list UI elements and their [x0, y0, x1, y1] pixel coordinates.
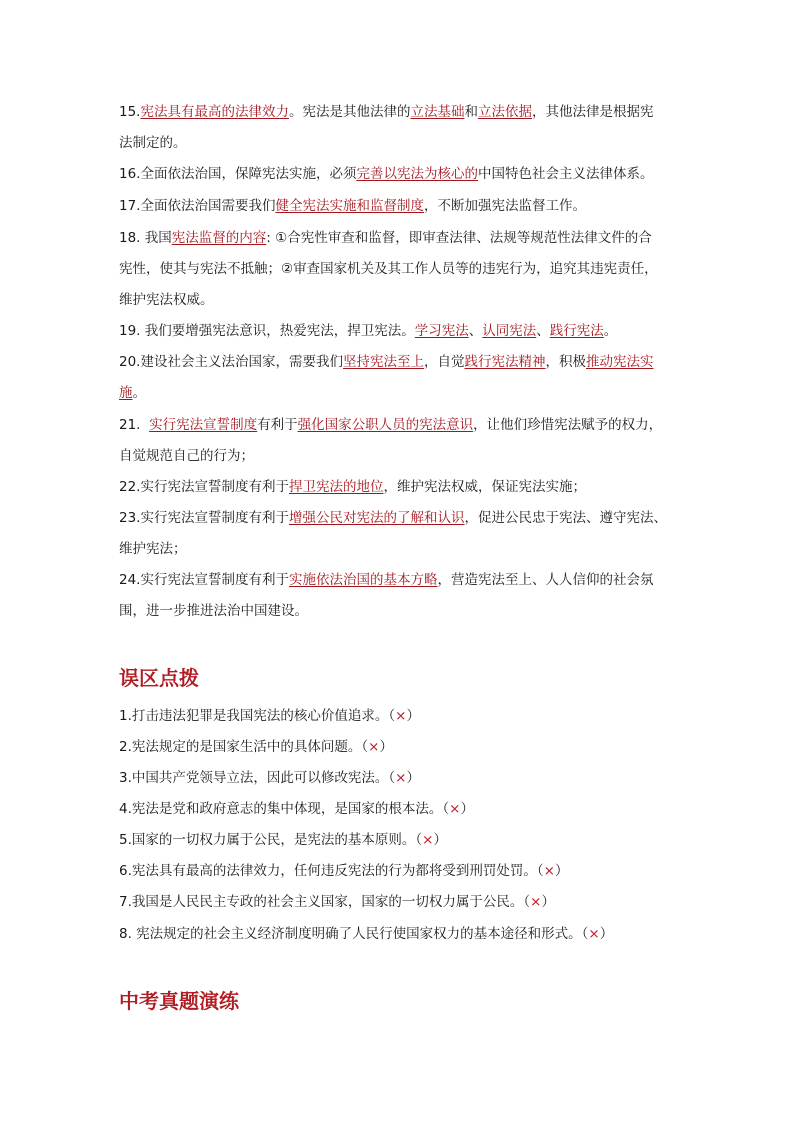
item-text: 8. 宪法规定的社会主义经济制度明确了人民行使国家权力的基本途径和形式。（	[119, 926, 589, 942]
body-text: 我们要增强宪法意识，热爱宪法，捍卫宪法。	[144, 323, 415, 339]
item-text: 3.中国共产党领导立法，因此可以修改宪法。（	[119, 770, 396, 786]
point-20-line-2	[119, 383, 679, 403]
misconception-item-3	[119, 768, 679, 788]
highlight-text: 施	[119, 385, 133, 401]
highlight-text: 完善以宪法为核心的	[356, 166, 478, 182]
point-23-line-1	[119, 508, 679, 528]
body-text: 实行宪法宣誓制度有利于	[140, 479, 289, 495]
body-text: 全面依法治国，保障宪法实施，必须	[140, 166, 357, 182]
point-18-line-1	[119, 228, 679, 248]
body-text: 。	[603, 323, 618, 339]
body-text: ，不断加强宪法监督工作。	[423, 198, 586, 214]
highlight-text: 实行宪法宣誓制度	[149, 417, 258, 433]
point-number: 16.	[119, 166, 141, 182]
body-text: 我国	[144, 230, 172, 246]
highlight-text: 宪法监督的内容	[171, 230, 267, 246]
highlight-text: 认同宪法	[482, 323, 537, 339]
body-text: ，积极	[545, 354, 586, 370]
highlight-text: 立法基础	[410, 104, 465, 120]
point-18-line-2: 宪性，使其与宪法不抵触；②审查国家机关及其工作人员等的违宪行为，追究其违宪责任，	[119, 261, 658, 277]
item-text: ）	[599, 926, 614, 942]
point-23-line-2: 维护宪法；	[119, 541, 187, 557]
item-text: ）	[379, 739, 393, 755]
point-19-line-1	[119, 321, 679, 341]
point-number: 22.	[119, 479, 141, 495]
point-21-line-1	[119, 415, 679, 435]
point-16-line-1	[119, 164, 679, 184]
highlight-text: 坚持宪法至上	[342, 354, 424, 370]
misconception-item-6	[119, 861, 679, 881]
cross-mark: ×	[530, 894, 542, 910]
body-text: 有利于	[257, 417, 298, 433]
item-text: ）	[406, 708, 420, 724]
body-text: 、	[536, 323, 550, 339]
highlight-text: 强化国家公职人员的宪法意识	[297, 417, 474, 433]
highlight-text: 学习宪法	[414, 323, 469, 339]
misconception-item-5	[119, 830, 679, 850]
cross-mark: ×	[395, 770, 407, 786]
body-text: 全面依法治国需要我们	[140, 198, 276, 214]
item-text: ）	[433, 832, 447, 848]
cross-mark: ×	[588, 926, 600, 942]
body-text: ，让他们珍惜宪法赋予的权力，	[473, 417, 663, 433]
cross-mark: ×	[422, 832, 434, 848]
point-number: 20.	[119, 354, 141, 370]
point-number: 21.	[119, 417, 141, 433]
point-number: 17.	[119, 198, 141, 214]
point-24-line-2: 围，进一步推进法治中国建设。	[119, 603, 308, 619]
point-17-line-1	[119, 196, 679, 216]
highlight-text: 增强公民对宪法的了解和认识	[288, 510, 465, 526]
cross-mark: ×	[543, 863, 555, 879]
body-text: 。	[132, 385, 146, 401]
misconception-item-4	[119, 799, 679, 819]
body-text: : ①合宪性审查和监督，即审查法律、法规等规范性法律文件的合	[266, 230, 652, 246]
section-heading-exam: 中考真题演练	[119, 989, 239, 1013]
point-18-line-3: 维护宪法权威。	[119, 292, 214, 308]
item-text: ）	[406, 770, 420, 786]
body-text: 中国特色社会主义法律体系。	[477, 166, 654, 182]
body-text: 实行宪法宣誓制度有利于	[140, 510, 289, 526]
highlight-text: 宪法具有最高的法律效力	[140, 104, 289, 120]
point-number: 23.	[119, 510, 141, 526]
cross-mark: ×	[395, 708, 407, 724]
misconception-item-7	[119, 892, 679, 912]
item-text: 7.我国是人民民主专政的社会主义国家，国家的一切权力属于公民。（	[119, 894, 531, 910]
highlight-text: 捍卫宪法的地位	[288, 479, 384, 495]
misconception-item-2	[119, 737, 679, 757]
body-text: 实行宪法宣誓制度有利于	[140, 572, 289, 588]
point-24-line-1	[119, 570, 679, 590]
section-heading-misconceptions: 误区点拨	[119, 666, 199, 690]
highlight-text: 立法依据	[477, 104, 532, 120]
body-text: ，营造宪法至上、人人信仰的社会氛	[437, 572, 654, 588]
point-number: 18.	[119, 230, 141, 246]
point-21-line-2: 自觉规范自己的行为；	[119, 448, 254, 464]
point-number: 24.	[119, 572, 141, 588]
point-22-line-1	[119, 477, 679, 497]
body-text: 建设社会主义法治国家，需要我们	[140, 354, 343, 370]
cross-mark: ×	[368, 739, 380, 755]
misconception-item-8	[119, 924, 679, 944]
body-text: ，促进公民忠于宪法、遵守宪法、	[464, 510, 667, 526]
body-text: ，自觉	[423, 354, 465, 370]
item-text: ）	[541, 894, 555, 910]
point-15-line-1	[119, 102, 679, 122]
highlight-text: 健全宪法实施和监督制度	[275, 198, 424, 214]
item-text: 2.宪法规定的是国家生活中的具体问题。（	[119, 739, 369, 755]
body-text: 、	[468, 323, 483, 339]
body-text: 和	[464, 104, 478, 120]
item-text: 1.打击违法犯罪是我国宪法的核心价值追求。（	[119, 708, 396, 724]
highlight-text: 践行宪法	[549, 323, 604, 339]
item-text: ）	[554, 863, 569, 879]
highlight-text: 推动宪法实	[585, 354, 654, 370]
item-text: 5.国家的一切权力属于公民，是宪法的基本原则。（	[119, 832, 423, 848]
item-text: 4.宪法是党和政府意志的集中体现，是国家的根本法。（	[119, 801, 450, 817]
misconception-item-1	[119, 706, 679, 726]
point-15-line-2: 法制定的。	[119, 135, 187, 151]
cross-mark: ×	[449, 801, 461, 817]
point-number: 19.	[119, 323, 141, 339]
item-text: ）	[460, 801, 474, 817]
body-text: ，维护宪法权威，保证宪法实施；	[383, 479, 586, 495]
point-20-line-1	[119, 352, 679, 372]
body-text: ，其他法律是根据宪	[531, 104, 654, 120]
item-text: 6.宪法具有最高的法律效力，任何违反宪法的行为都将受到刑罚处罚。（	[119, 863, 544, 879]
body-text: 。宪法是其他法律的	[288, 104, 411, 120]
highlight-text: 践行宪法精神	[464, 354, 546, 370]
point-number: 15.	[119, 104, 141, 120]
highlight-text: 实施依法治国的基本方略	[288, 572, 438, 588]
